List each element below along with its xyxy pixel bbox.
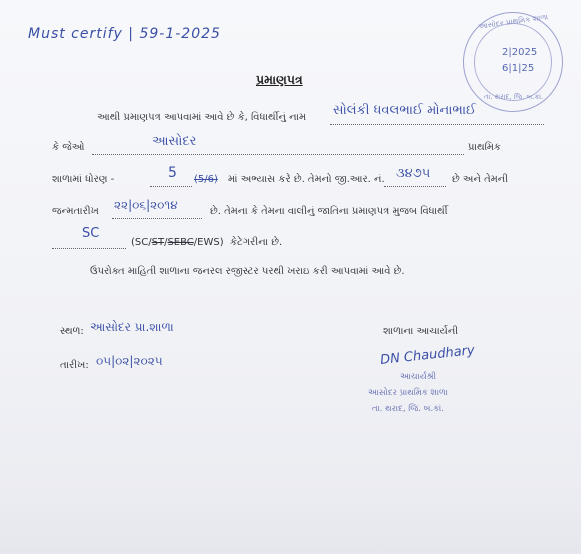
standard-struck: (5/6) bbox=[194, 174, 218, 185]
line3-middle: માં અભ્યાસ કરે છે. તેમનો જી.આર. નં. bbox=[228, 174, 385, 185]
seal-line-2: આસોદર પ્રાથમિક શાળા bbox=[368, 388, 448, 398]
stamp-bottom-text: તા. થરાદ, જિ. બ.કાં. bbox=[484, 93, 544, 101]
name-underline bbox=[330, 124, 544, 125]
page-shadow bbox=[0, 500, 581, 554]
category-sep: / bbox=[164, 237, 168, 248]
line5-suffix: કેટેગરીના છે. bbox=[230, 237, 283, 248]
village-name: આસોદર bbox=[152, 134, 197, 149]
standard-value: 5 bbox=[168, 165, 177, 181]
standard-underline bbox=[150, 186, 192, 187]
category-options bbox=[131, 237, 224, 248]
category-value: SC bbox=[82, 226, 100, 241]
seal-line-1: આચાર્યશ્રી bbox=[400, 372, 437, 382]
village-underline bbox=[92, 154, 464, 155]
line3-suffix: છે અને તેમની bbox=[452, 174, 509, 185]
category-close: /EWS) bbox=[193, 237, 224, 248]
line4-suffix: છે. તેમના કે તેમના વાલીનું જાતિના પ્રમાણપત્ર મુજબ વિધાર્થી bbox=[210, 206, 448, 217]
category-open: (SC/ bbox=[131, 237, 152, 248]
line4-prefix: જન્મતારીખ bbox=[52, 206, 99, 217]
signature: DN Chaudhary bbox=[379, 343, 476, 368]
category-underline bbox=[52, 248, 126, 249]
date-value: ૦૫|૦૨|૨૦૨૫ bbox=[96, 354, 163, 368]
signatory-title: શાળાના આચાર્યની bbox=[383, 326, 459, 337]
student-name: સોલંકી ધવલભાઈ મોનાભાઈ bbox=[333, 103, 477, 118]
line1-prefix: આથી પ્રમાણપત્ર આપવામાં આવે છે કે, વિધાર્થીનું નામ bbox=[97, 112, 307, 123]
gr-number: ૩૪૭૫ bbox=[396, 166, 431, 181]
line2-prefix: કે જેઓ bbox=[52, 142, 85, 153]
place-value: આસોદર પ્રા.શાળા bbox=[90, 320, 174, 334]
attestation-note: Must certify | 59-1-2025 bbox=[28, 26, 221, 42]
stamp-top-text: આસોદર પ્રાથમિક શાળા bbox=[477, 12, 549, 31]
stamp-date-line-2: 6|1|25 bbox=[502, 63, 535, 74]
school-round-stamp bbox=[463, 12, 563, 112]
closing-statement: ઉપરોક્ત માહિતી શાળાના જનરલ રજીસ્ટર પરથી ખરાઇ કરી આપવામાં આવે છે. bbox=[90, 266, 405, 277]
category-sebc-struck: SEBC bbox=[167, 237, 194, 248]
seal-line-3: તા. થરાદ, જિ. બ.કાં. bbox=[372, 404, 444, 414]
category-st-struck: ST bbox=[151, 237, 165, 248]
date-label: તારીખ: bbox=[60, 360, 89, 371]
gr-underline bbox=[384, 186, 446, 187]
stamp-date-line-1: 2|2025 bbox=[502, 47, 538, 58]
place-label: સ્થળ: bbox=[60, 326, 84, 337]
page-title: પ્રમાણપત્ર bbox=[256, 72, 303, 87]
birthdate-underline bbox=[112, 218, 202, 219]
line2-suffix: પ્રાથમિક bbox=[468, 142, 501, 153]
birth-date: ૨૨|૦૬|૨૦૧૪ bbox=[114, 198, 178, 212]
line3-prefix: શાળામાં ધોરણ - bbox=[52, 174, 115, 185]
